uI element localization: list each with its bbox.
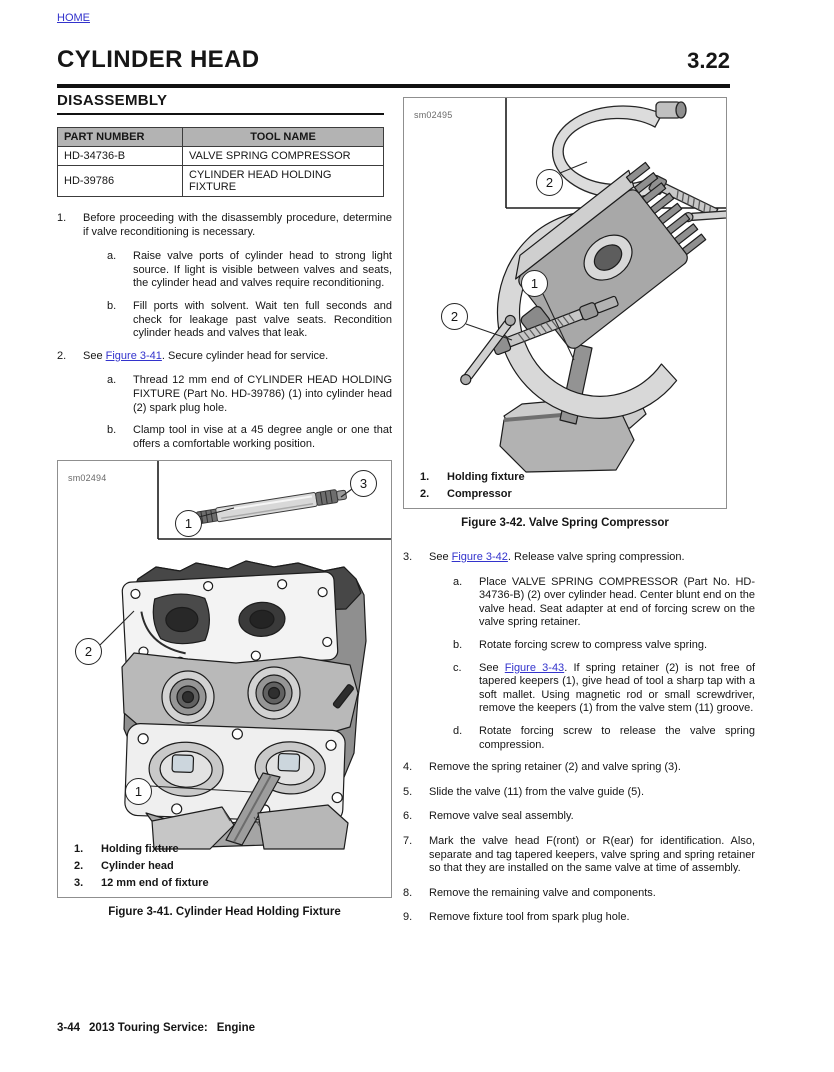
right-column <box>403 97 755 936</box>
step-5 <box>403 786 755 800</box>
footer-title: 2013 Touring Service: <box>89 1022 208 1034</box>
step-letter: d. <box>453 724 463 737</box>
figure-3-42-caption: Figure 3-42. Valve Spring Compressor <box>461 517 669 529</box>
left-column <box>57 92 392 918</box>
step-text: Thread 12 mm end of CYLINDER HEAD HOLDING FIXTURE (Part No. HD-39786) (1) into cylinder head (2) spark plug hole. <box>133 374 392 414</box>
step-number: 6. <box>403 810 413 823</box>
step-text-pre: See <box>479 661 505 674</box>
cell-tool-name: CYLINDER HEAD HOLDING FIXTURE <box>183 166 384 197</box>
figure-3-41-art <box>58 461 391 897</box>
callout-badge: 1 <box>175 510 202 537</box>
step-3c <box>453 662 755 716</box>
step-2 <box>57 350 392 364</box>
step-text: Clamp tool in vise at a 45 degree angle or one that offers a comfortable working position. <box>133 424 392 450</box>
step-1b <box>107 300 392 341</box>
step-text: Before proceeding with the disassembly procedure, determine if valve reconditioning is necessary. <box>83 212 392 238</box>
step-number: 8. <box>403 886 413 899</box>
figure-3-41-link[interactable]: Figure 3-41 <box>105 349 162 362</box>
legend-number: 2. <box>420 488 430 500</box>
step-number: 9. <box>403 911 413 924</box>
legend-label: Compressor <box>447 488 512 500</box>
step-number: 5. <box>403 785 413 798</box>
step-text-post: . Secure cylinder head for service. <box>161 349 329 362</box>
step-text <box>429 551 755 565</box>
step-text-post: . If spring retainer (2) is not free of tapered keepers (1), give head of tool a sharp tap with a soft mallet. Using magnetic rod or small screwdriver, remove the keepers (1) from the valve stem (11) groove. <box>479 661 755 715</box>
table-row <box>58 166 384 197</box>
step-text-pre: See <box>429 551 452 563</box>
figure-3-41-caption: Figure 3-41. Cylinder Head Holding Fixture <box>108 906 341 919</box>
step-1a <box>107 250 392 291</box>
step-9 <box>403 911 755 925</box>
callout-badge: 2 <box>75 638 102 665</box>
step-number: 2. <box>57 349 67 362</box>
page-number: 3.22 <box>687 48 730 73</box>
step-text-post: . Release valve spring compression. <box>507 551 685 563</box>
legend-number: 2. <box>74 860 84 873</box>
step-number: 4. <box>403 761 413 774</box>
step-number: 1. <box>57 212 67 224</box>
step-text: Place VALVE SPRING COMPRESSOR (Part No. HD-34736-B) (2) over cylinder head. Center blunt end on the valve head. Seat adapter at end of forcing screw on the valve spring retainer. <box>479 575 755 629</box>
figure-3-42-frame <box>403 97 727 509</box>
step-text: Slide the valve (11) from the valve guide (5). <box>429 785 645 798</box>
section-rule <box>57 113 384 115</box>
figure-3-42-link[interactable]: Figure 3-42 <box>451 551 508 563</box>
step-letter: b. <box>453 638 463 651</box>
step-3a <box>453 576 755 630</box>
step-text: Remove the remaining valve and components. <box>429 886 656 899</box>
step-3 <box>403 551 755 565</box>
step-number: 3. <box>403 551 413 563</box>
callout-badge: 1 <box>521 270 548 297</box>
callout-badge: 2 <box>441 303 468 330</box>
figure-code: sm02494 <box>68 473 107 484</box>
callout-badge: 1 <box>125 778 152 805</box>
figure-legend <box>74 841 209 892</box>
step-7 <box>403 835 755 876</box>
section-heading: DISASSEMBLY <box>57 92 168 109</box>
cell-part-number: HD-34736-B <box>58 147 183 166</box>
legend-item <box>420 469 525 486</box>
callout-badge: 2 <box>536 169 563 196</box>
legend-number: 1. <box>420 471 430 483</box>
footer-subject: Engine <box>216 1022 256 1034</box>
legend-item <box>420 486 525 503</box>
table-row <box>58 147 384 166</box>
col-header-tool-name: TOOL NAME <box>183 128 384 147</box>
step-1 <box>57 212 392 239</box>
step-letter: a. <box>107 374 117 387</box>
legend-label: Holding fixture <box>447 471 525 483</box>
page-title: CYLINDER HEAD <box>57 46 260 73</box>
step-text: Rotate forcing screw to release the valve spring compression. <box>479 724 755 751</box>
figure-3-43-link[interactable]: Figure 3-43 <box>504 661 565 674</box>
step-text: Fill ports with solvent. Wait ten full seconds and check for leakage past valve seats. Recondition cylinder heads and valves that leak. <box>133 299 392 340</box>
cell-part-number: HD-39786 <box>58 166 183 197</box>
step-letter: b. <box>107 424 117 437</box>
legend-label: Holding fixture <box>101 843 179 856</box>
step-text: Mark the valve head F(ront) or R(ear) for identification. Also, separate and tag tapered keepers, valve spring and spring retainer so that they are installed on the same valve at time of assembly. <box>429 834 755 875</box>
callout-badge: 3 <box>350 470 377 497</box>
step-letter: a. <box>453 575 463 588</box>
legend-number: 3. <box>74 877 84 890</box>
step-2a <box>107 374 392 415</box>
figure-legend <box>420 469 525 503</box>
legend-number: 1. <box>74 843 84 856</box>
page-header <box>57 46 730 74</box>
table-header-row <box>58 128 384 147</box>
legend-label: 12 mm end of fixture <box>101 877 209 890</box>
legend-item <box>74 875 209 892</box>
step-2b <box>107 424 392 451</box>
step-3b <box>453 639 755 653</box>
step-text: Remove the spring retainer (2) and valve spring (3). <box>429 761 681 774</box>
step-number: 7. <box>403 834 413 847</box>
step-text: Remove valve seal assembly. <box>429 810 574 823</box>
step-6 <box>403 810 755 824</box>
page-footer <box>57 1022 255 1034</box>
step-text: Rotate forcing screw to compress valve spring. <box>479 638 708 651</box>
figure-3-41-frame <box>57 460 392 898</box>
legend-label: Cylinder head <box>101 860 174 873</box>
header-rule <box>57 84 730 88</box>
tool-table <box>57 127 384 197</box>
col-header-part-number: PART NUMBER <box>58 128 183 147</box>
step-3d <box>453 725 755 752</box>
cell-tool-name: VALVE SPRING COMPRESSOR <box>183 147 384 166</box>
step-4 <box>403 761 755 775</box>
step-text: Raise valve ports of cylinder head to strong light source. If light is visible between valves and seats, the cylinder head and valves require reconditioning. <box>133 250 392 290</box>
step-text: Remove fixture tool from spark plug hole. <box>429 911 630 924</box>
step-letter: a. <box>107 250 117 263</box>
legend-item <box>74 858 209 875</box>
step-text <box>83 350 392 364</box>
step-letter: c. <box>453 661 462 674</box>
home-link[interactable]: HOME <box>57 12 90 24</box>
step-text-pre: See <box>83 349 106 362</box>
legend-item <box>74 841 209 858</box>
step-8 <box>403 887 755 901</box>
step-letter: b. <box>107 299 117 312</box>
footer-page-number: 3-44 <box>57 1022 81 1034</box>
step-text <box>479 662 755 716</box>
figure-code: sm02495 <box>414 110 453 120</box>
